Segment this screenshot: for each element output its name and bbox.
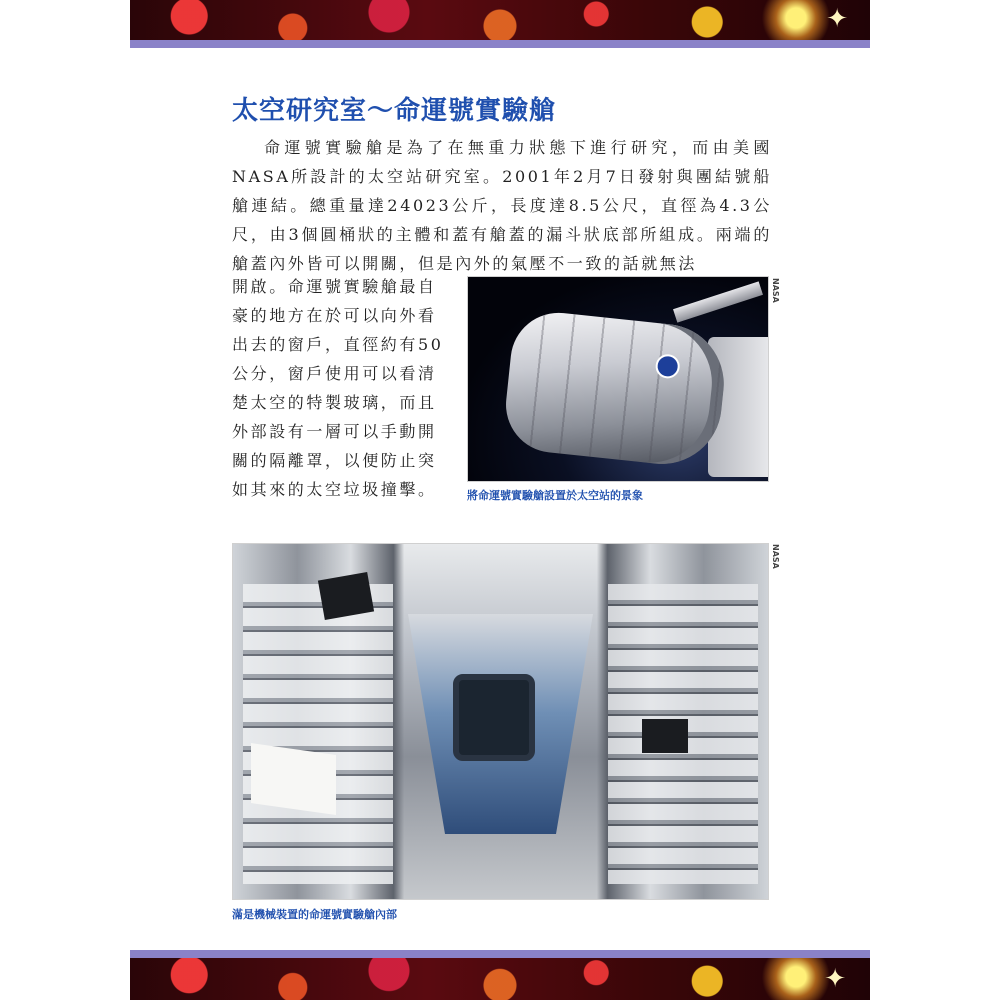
work-surface — [251, 743, 336, 815]
bottom-decorative-banner — [130, 958, 870, 1000]
destiny-module-exterior-photo — [467, 276, 769, 482]
sparkle-icon: ✦ — [824, 964, 846, 994]
top-divider-stripe — [130, 40, 870, 48]
top-decorative-banner — [130, 0, 870, 40]
destiny-module — [501, 308, 729, 470]
equipment-rack-left — [243, 584, 393, 884]
far-hatch — [453, 674, 535, 761]
photo-caption-1: 將命運號實驗艙設置於太空站的景象 — [467, 489, 643, 502]
destiny-module-interior-photo — [232, 543, 769, 900]
photo-caption-2: 滿是機械裝置的命運號實驗艙內部 — [232, 908, 397, 921]
photo-credit: NASA — [771, 278, 780, 303]
laptop-icon — [642, 719, 688, 753]
photo-credit: NASA — [771, 544, 780, 569]
section-title: 太空研究室～命運號實驗艙 — [232, 96, 557, 126]
bottom-divider-stripe — [130, 950, 870, 958]
laptop-icon — [318, 572, 374, 620]
body-paragraph-1: 命運號實驗艙是為了在無重力狀態下進行研究，而由美國NASA所設計的太空站研究室。2001年2月7日發射與團結號船艙連結。總重量達24023公斤，長度達8.5公尺，直徑為4.3公尺，由3個圓桶狀的主體和蓋有艙蓋的漏斗狀底部所組成。兩端的艙蓋內外皆可以開關，但是內外的氣壓不一致的話就無法 — [232, 138, 772, 273]
robotic-arm — [673, 281, 763, 322]
body-paragraph-2: 開啟。命運號實驗艙最自豪的地方在於可以向外看出去的窗戶，直徑約有50公分，窗戶使用可以看清楚太空的特製玻璃，而且外部設有一層可以手動開關的隔離罩，以便防止突如其來的太空垃圾撞擊。 — [232, 277, 444, 499]
sparkle-icon: ✦ — [826, 4, 848, 34]
